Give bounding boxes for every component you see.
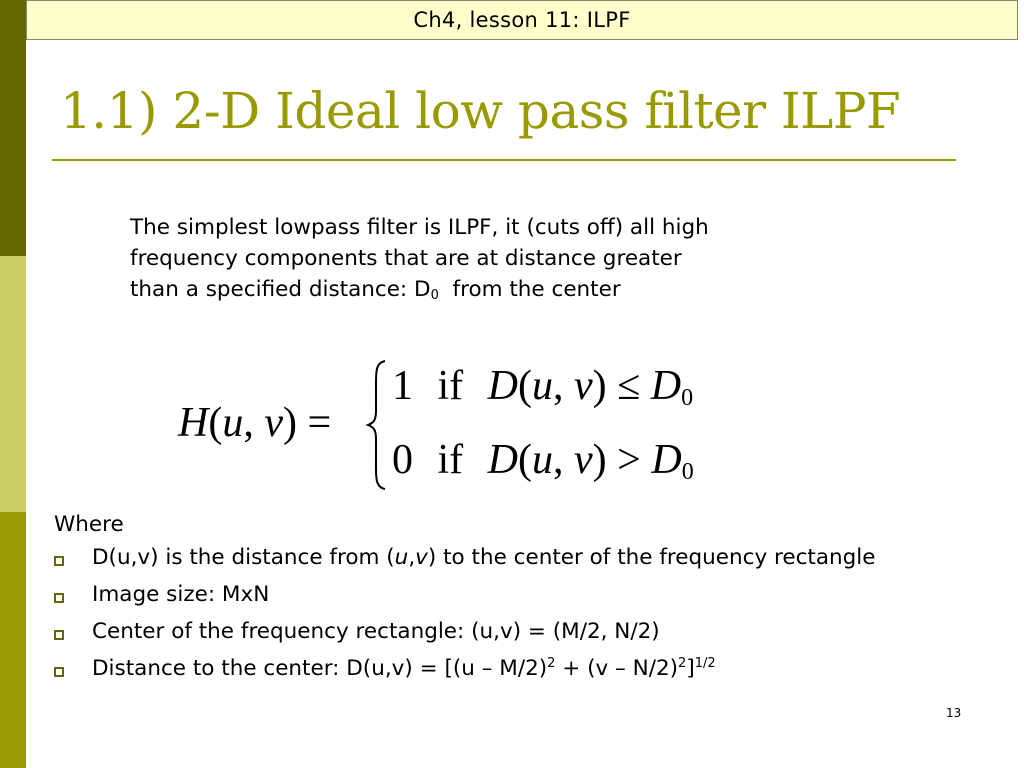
bullet-1-v: v	[415, 545, 428, 570]
bullet-4-part-a: Distance to the center: D(u,v) = [(u – M/2)	[92, 656, 548, 681]
square-bullet-icon	[54, 667, 64, 677]
ilpf-formula	[178, 355, 738, 495]
sidebar-dark-segment	[0, 0, 26, 256]
bullet-4-part-c: ]	[686, 656, 695, 681]
case1-D0: D	[650, 363, 682, 409]
title-underline	[52, 159, 956, 161]
bullet-4-sup-1: 2	[547, 656, 556, 671]
intro-line-1: The simplest lowpass filter is ILPF, it (cuts off) all high	[130, 215, 709, 240]
square-bullet-icon	[54, 593, 64, 603]
case1-operator: ≤	[617, 363, 641, 409]
case1-D0-subscript: 0	[681, 385, 694, 411]
bullet-4-sup-2: 2	[678, 656, 687, 671]
case2-D0: D	[651, 437, 682, 483]
case2-D0-subscript: 0	[681, 459, 694, 485]
bullet-text-distance-formula	[92, 656, 716, 681]
formula-lhs-args: (u, v)	[208, 400, 297, 446]
formula-left-brace	[365, 359, 389, 491]
formula-equals: =	[307, 400, 332, 446]
formula-case-1: 1 if D(u, v) ≤ D0	[392, 363, 694, 411]
bullet-text-distance	[92, 545, 876, 570]
intro-paragraph	[130, 212, 850, 305]
sidebar-light-segment	[0, 256, 26, 512]
case1-D: D	[487, 363, 518, 409]
list-item	[54, 582, 1024, 619]
bullet-1-part-a: D(u,v) is the distance from (	[92, 545, 395, 570]
intro-line-3	[130, 277, 621, 302]
header-text: Ch4, lesson 11: ILPF	[413, 8, 631, 32]
bullet-text-center: Center of the frequency rectangle: (u,v) = (M/2, N/2)	[92, 619, 660, 644]
header-strip	[26, 0, 1018, 40]
list-item	[54, 545, 986, 582]
list-item	[54, 619, 1024, 656]
bullet-text-image-size: Image size: MxN	[92, 582, 270, 607]
bullet-4-part-b: + (v – N/2)	[555, 656, 679, 681]
bullet-1-u: u	[394, 545, 409, 570]
case2-operator: >	[617, 437, 641, 483]
bullet-list	[54, 545, 1024, 693]
intro-line-3-tail: from the center	[438, 277, 621, 302]
case2-if: if	[437, 437, 464, 483]
slide-title: 1.1) 2-D Ideal low pass filter ILPF	[60, 82, 901, 140]
bullet-1-part-b: ) to the center of the frequency rectangle	[427, 545, 876, 570]
intro-line-3-text: than a specified distance: D	[130, 277, 431, 302]
list-item	[54, 656, 1024, 693]
formula-case-2: 0 if D(u, v) > D0	[392, 437, 694, 485]
page-number: 13	[946, 706, 962, 720]
bullet-4-sup-3: 1/2	[694, 656, 716, 671]
square-bullet-icon	[54, 630, 64, 640]
formula-lhs	[178, 399, 331, 447]
formula-H: H	[178, 400, 209, 446]
square-bullet-icon	[54, 556, 64, 566]
case2-value: 0	[392, 437, 413, 483]
bullet-1-comma: ,	[408, 545, 416, 570]
intro-d0-subscript: 0	[430, 288, 439, 303]
case1-value: 1	[392, 363, 413, 409]
where-label: Where	[54, 512, 124, 537]
case2-D: D	[487, 437, 518, 483]
intro-line-2: frequency components that are at distance greater	[130, 246, 682, 271]
sidebar-olive-segment	[0, 512, 26, 768]
case1-if: if	[437, 363, 464, 409]
